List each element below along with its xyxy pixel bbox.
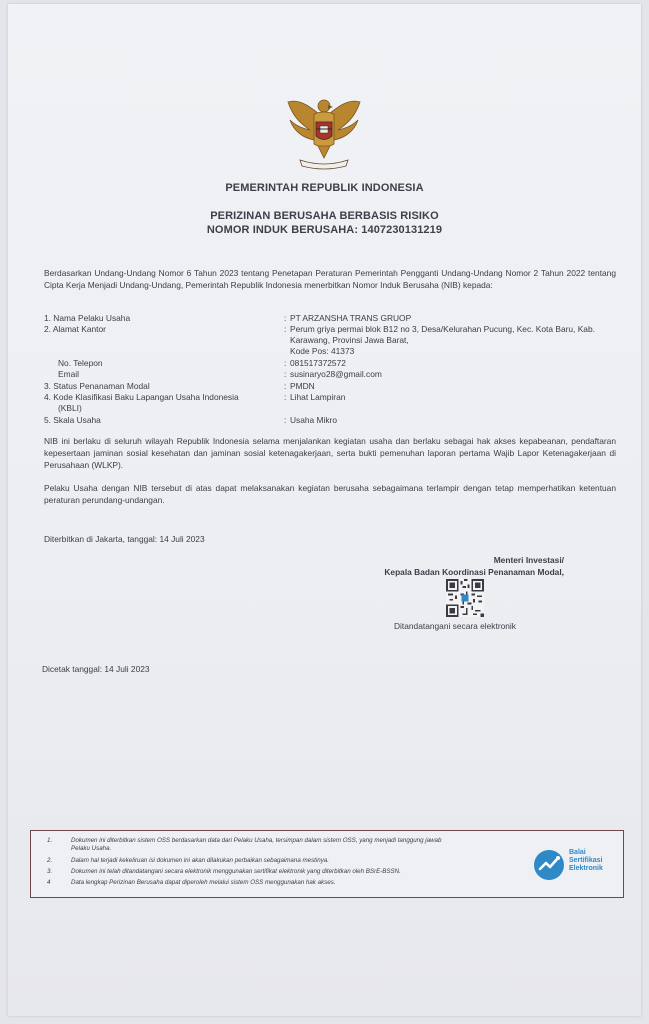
footnote-text: Dokumen ini diterbitkan sistem OSS berdasarkan data dari Pelaku Usaha, tersimpan dalam sistem OSS, yang menjadi tanggung jawab [71, 837, 442, 844]
obligation-paragraph: Pelaku Usaha dengan NIB tersebut di atas dapat melaksanakan kegiatan berusaha sebagaimana terlampir dengan tetap memperhatikan ketentuan peraturan perundang-undangan. [44, 483, 616, 506]
validity-paragraph: NIB ini berlaku di seluruh wilayah Republik Indonesia selama menjalankan kegiatan usaha dan berlaku sebagai hak akses kepabeanan, pendaftaran kepesertaan jaminan sosial kesehatan dan jaminan sosial ketenagakerjaan, serta bukti pemenuhan laporan pertama Wajib Lapor Ketenagakerjaan di Perusahaan (WLKP). [44, 436, 616, 471]
electronic-signature-note: Ditandatangani secara elektronik [394, 621, 516, 631]
footer-notes-box [30, 830, 624, 898]
field-value: PT ARZANSHA TRANS GRUOP [290, 313, 412, 323]
signatory-agency: Kepala Badan Koordinasi Penanaman Modal, [384, 567, 564, 577]
footnote-number: 1. [47, 837, 53, 844]
field-colon: : [284, 415, 287, 425]
issued-date: Diterbitkan di Jakarta, tanggal: 14 Juli 2023 [44, 534, 205, 544]
field-value: 081517372572 [290, 358, 346, 368]
field-colon: : [284, 369, 287, 379]
government-title: PEMERINTAH REPUBLIK INDONESIA [225, 182, 424, 194]
field-label: 3. Status Penanaman Modal [44, 381, 150, 391]
field-colon: : [284, 324, 287, 334]
footnote-number: 2. [47, 857, 53, 864]
footnote-text: Data lengkap Perizinan Berusaha dapat diperoleh melalui sistem OSS menggunakan hak akses. [71, 879, 336, 886]
qr-code-icon [446, 579, 484, 617]
bsre-line: Elektronik [569, 865, 603, 872]
field-label: 4. Kode Klasifikasi Baku Lapangan Usaha Indonesia [44, 392, 239, 402]
field-value: Kode Pos: 41373 [290, 346, 355, 356]
field-colon: : [284, 392, 287, 402]
garuda-emblem-icon [282, 88, 366, 172]
footnote-number: 4 [47, 879, 51, 886]
permit-title: PERIZINAN BERUSAHA BERBASIS RISIKO [210, 210, 439, 222]
bsre-line: Sertifikasi [569, 857, 603, 864]
field-label: 1. Nama Pelaku Usaha [44, 313, 131, 323]
field-value: Usaha Mikro [290, 415, 338, 425]
field-value: Lihat Lampiran [290, 392, 346, 402]
field-label: No. Telepon [58, 358, 103, 368]
field-value: PMDN [290, 381, 315, 391]
printed-date: Dicetak tanggal: 14 Juli 2023 [42, 664, 150, 674]
field-label: Email [58, 369, 79, 379]
field-colon: : [284, 358, 287, 368]
footnote-text: Dokumen ini telah ditandatangani secara elektronik menggunakan sertifikat elektronik yang diterbitkan oleh BSrE-BSSN. [71, 868, 401, 875]
footnote-text: Dalam hal terjadi kekeliruan isi dokumen ini akan dilakukan perbaikan sebagaimana mestinya. [71, 857, 329, 864]
bsre-logo-icon [533, 849, 565, 881]
document-page [8, 4, 641, 1016]
field-colon: : [284, 381, 287, 391]
footnote-number: 3. [47, 868, 53, 875]
field-label: 5. Skala Usaha [44, 415, 101, 425]
nib-number: NOMOR INDUK BERUSAHA: 1407230131219 [206, 224, 443, 236]
field-label: 2. Alamat Kantor [44, 324, 106, 334]
footnote-text: Pelaku Usaha. [71, 845, 112, 852]
bsre-name [569, 849, 603, 873]
intro-paragraph: Berdasarkan Undang-Undang Nomor 6 Tahun 2023 tentang Penetapan Peraturan Pemerintah Pengganti Undang-Undang Nomor 2 Tahun 2022 tentang Cipta Kerja Menjadi Undang-Undang, Pemerintah Republik Indonesia menerbitkan Nomor Induk Berusaha (NIB) kepada: [44, 268, 616, 291]
bsre-line: Balai [569, 849, 586, 856]
field-colon: : [284, 313, 287, 323]
field-value: Perum griya permai blok B12 no 3, Desa/Kelurahan Pucung, Kec. Kota Baru, Kab. Karawang, Provinsi Jawa Barat, [290, 324, 595, 345]
field-value: susinaryo28@gmail.com [290, 369, 382, 379]
signatory-title: Menteri Investasi/ [493, 555, 564, 565]
field-label: (KBLI) [58, 403, 82, 413]
